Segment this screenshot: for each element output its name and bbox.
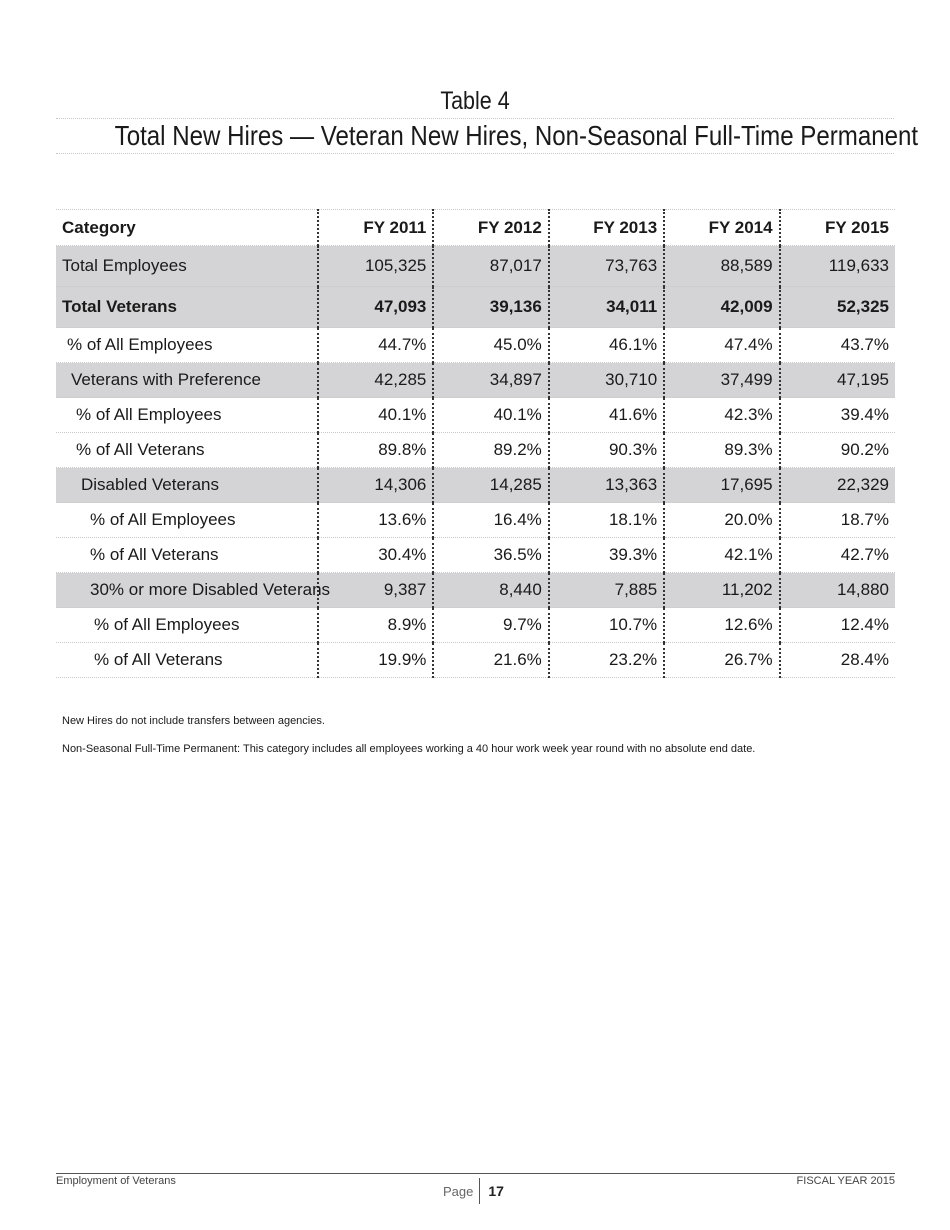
table-header-row (56, 210, 895, 246)
table-row (56, 608, 895, 643)
table-cell: 13.6% (318, 503, 433, 538)
table-cell: 73,763 (549, 246, 664, 287)
table-cell: 26.7% (664, 643, 779, 678)
column-header: FY 2011 (318, 210, 433, 246)
row-label: % of All Veterans (56, 433, 318, 468)
table-notes (62, 714, 755, 770)
table-cell: 20.0% (664, 503, 779, 538)
table-cell: 28.4% (780, 643, 895, 678)
footer-document-title: Employment of Veterans (56, 1175, 176, 1187)
table-row (56, 287, 895, 328)
table-row (56, 468, 895, 503)
column-header: Category (56, 210, 318, 246)
footer-divider (56, 1173, 895, 1174)
veteran-hires-table (56, 209, 895, 678)
row-label: % of All Veterans (56, 643, 318, 678)
table-cell: 42.1% (664, 538, 779, 573)
table-cell: 23.2% (549, 643, 664, 678)
page-number: 17 (488, 1183, 504, 1199)
table-cell: 119,633 (780, 246, 895, 287)
table-cell: 42.7% (780, 538, 895, 573)
table-cell: 47.4% (664, 328, 779, 363)
table-cell: 34,897 (433, 363, 548, 398)
table-cell: 7,885 (549, 573, 664, 608)
table-cell: 22,329 (780, 468, 895, 503)
row-label: 30% or more Disabled Veterans (56, 573, 318, 608)
table-cell: 87,017 (433, 246, 548, 287)
table-row (56, 246, 895, 287)
table-cell: 47,195 (780, 363, 895, 398)
row-label: % of All Employees (56, 398, 318, 433)
table-cell: 39.4% (780, 398, 895, 433)
table-cell: 9.7% (433, 608, 548, 643)
table-cell: 36.5% (433, 538, 548, 573)
title-divider (56, 153, 894, 154)
table-row (56, 538, 895, 573)
table-cell: 30,710 (549, 363, 664, 398)
table-cell: 30.4% (318, 538, 433, 573)
column-header: FY 2015 (780, 210, 895, 246)
column-header: FY 2012 (433, 210, 548, 246)
row-label: % of All Veterans (56, 538, 318, 573)
table-cell: 8.9% (318, 608, 433, 643)
page-separator (479, 1178, 480, 1204)
table-cell: 12.4% (780, 608, 895, 643)
table-cell: 105,325 (318, 246, 433, 287)
row-label: Disabled Veterans (56, 468, 318, 503)
row-label: % of All Employees (56, 328, 318, 363)
table-cell: 8,440 (433, 573, 548, 608)
title-block (56, 84, 919, 154)
table-cell: 47,093 (318, 287, 433, 328)
table-cell: 90.2% (780, 433, 895, 468)
table-cell: 34,011 (549, 287, 664, 328)
column-header: FY 2013 (549, 210, 664, 246)
table-cell: 18.1% (549, 503, 664, 538)
table-cell: 88,589 (664, 246, 779, 287)
table-cell: 44.7% (318, 328, 433, 363)
table-cell: 13,363 (549, 468, 664, 503)
table-cell: 18.7% (780, 503, 895, 538)
row-label: Total Veterans (56, 287, 318, 328)
table-row (56, 573, 895, 608)
table-cell: 46.1% (549, 328, 664, 363)
table-cell: 14,285 (433, 468, 548, 503)
footer-fiscal-year: FISCAL YEAR 2015 (796, 1175, 895, 1187)
table-cell: 52,325 (780, 287, 895, 328)
table-cell: 40.1% (318, 398, 433, 433)
table-cell: 45.0% (433, 328, 548, 363)
page-indicator (443, 1178, 504, 1204)
table-cell: 89.2% (433, 433, 548, 468)
table-row (56, 433, 895, 468)
table-cell: 43.7% (780, 328, 895, 363)
table-cell: 11,202 (664, 573, 779, 608)
table-row (56, 363, 895, 398)
table-cell: 89.3% (664, 433, 779, 468)
table-cell: 41.6% (549, 398, 664, 433)
table-cell: 42,285 (318, 363, 433, 398)
table-cell: 40.1% (433, 398, 548, 433)
table-cell: 16.4% (433, 503, 548, 538)
table-cell: 17,695 (664, 468, 779, 503)
table-cell: 90.3% (549, 433, 664, 468)
table-cell: 14,306 (318, 468, 433, 503)
page-label: Page (443, 1183, 474, 1199)
table-cell: 37,499 (664, 363, 779, 398)
table-cell: 89.8% (318, 433, 433, 468)
row-label: Veterans with Preference (56, 363, 318, 398)
table-cell: 42,009 (664, 287, 779, 328)
table-row (56, 328, 895, 363)
table-cell: 39.3% (549, 538, 664, 573)
table-cell: 21.6% (433, 643, 548, 678)
footnote: Non-Seasonal Full-Time Permanent: This category includes all employees working a 40 hour work week year round with no absolute end date. (62, 743, 756, 755)
table-cell: 42.3% (664, 398, 779, 433)
table-row (56, 503, 895, 538)
table-row (56, 643, 895, 678)
table-cell: 9,387 (318, 573, 433, 608)
row-label: % of All Employees (56, 608, 318, 643)
table-number: Table 4 (440, 87, 510, 115)
table-cell: 12.6% (664, 608, 779, 643)
table-row (56, 398, 895, 433)
table-cell: 14,880 (780, 573, 895, 608)
table-cell: 10.7% (549, 608, 664, 643)
column-header: FY 2014 (664, 210, 779, 246)
table-cell: 39,136 (433, 287, 548, 328)
footnote: New Hires do not include transfers between agencies. (62, 715, 325, 727)
table-cell: 19.9% (318, 643, 433, 678)
row-label: Total Employees (56, 246, 318, 287)
row-label: % of All Employees (56, 503, 318, 538)
table-title: Total New Hires — Veteran New Hires, Non-Seasonal Full-Time Permanent (114, 120, 919, 151)
